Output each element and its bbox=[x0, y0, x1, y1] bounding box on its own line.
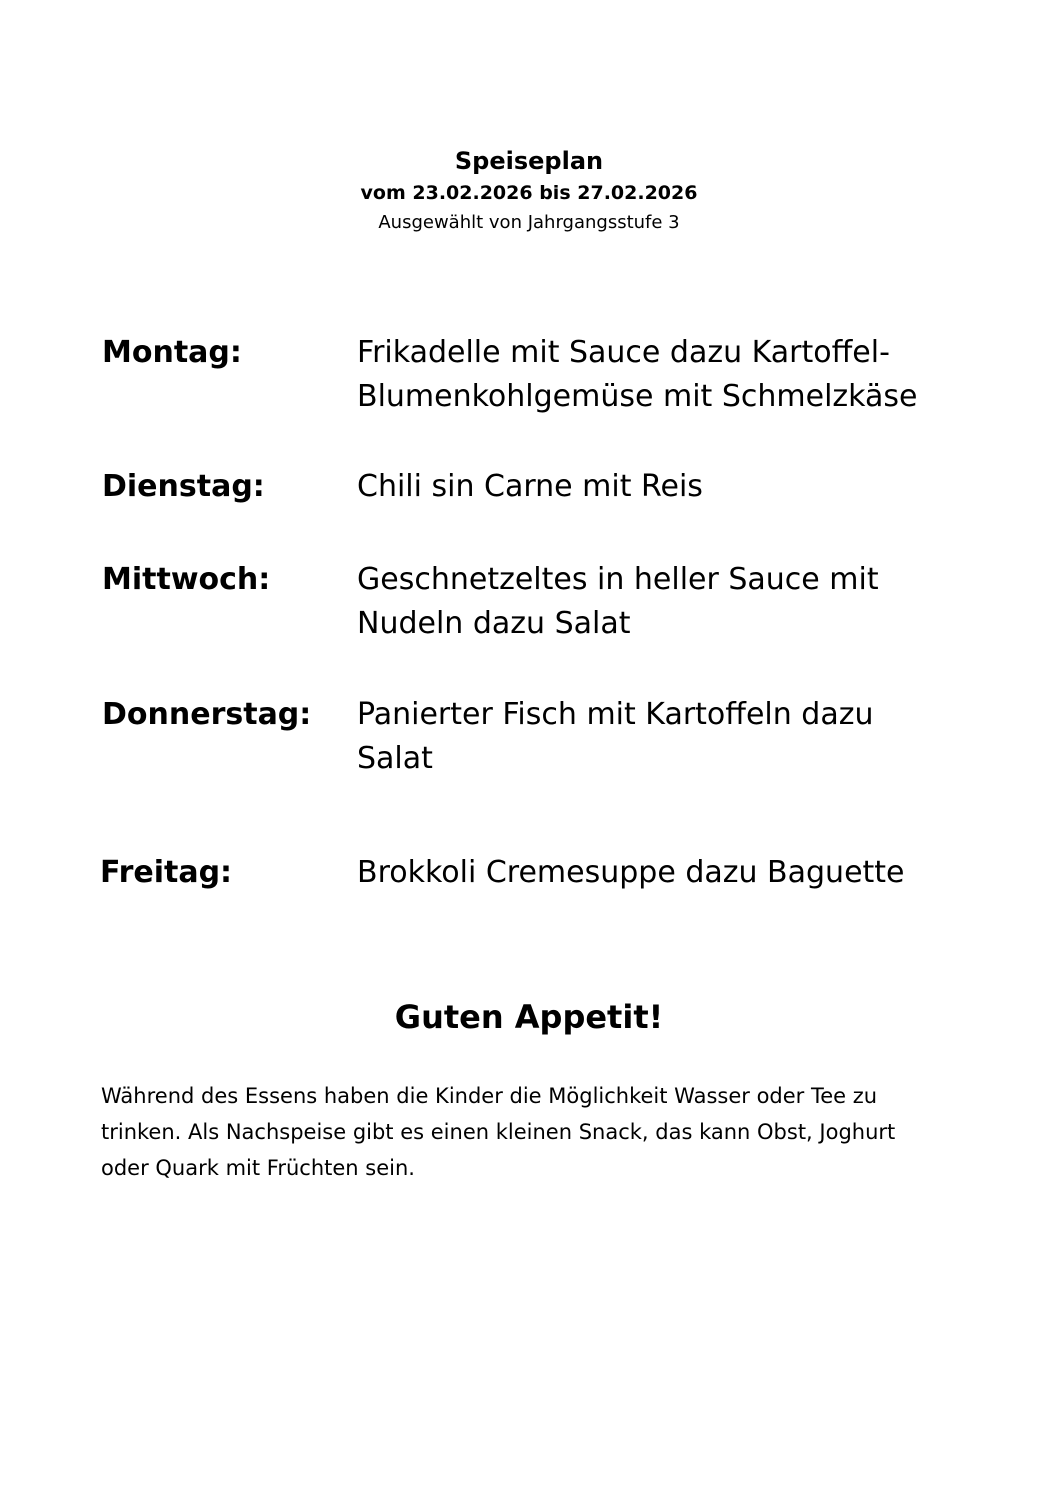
day-label-mittwoch: Mittwoch: bbox=[102, 562, 271, 597]
selected-by-note: Ausgewählt von Jahrgangsstufe 3 bbox=[378, 212, 680, 233]
page-title: Speiseplan bbox=[454, 147, 604, 175]
meal-mittwoch: Geschnetzeltes in heller Sauce mit Nudeln dazu Salat bbox=[357, 562, 879, 641]
menu-header bbox=[0, 144, 1058, 238]
meal-donnerstag: Panierter Fisch mit Kartoffeln dazu Salat bbox=[357, 697, 874, 776]
day-label-freitag: Freitag: bbox=[100, 855, 233, 890]
day-label-montag: Montag: bbox=[102, 335, 242, 370]
day-label-donnerstag: Donnerstag: bbox=[102, 697, 312, 732]
closing-greeting: Guten Appetit! bbox=[394, 998, 664, 1036]
meal-montag: Frikadelle mit Sauce dazu Kartoffel-Blumenkohlgemüse mit Schmelzkäse bbox=[357, 335, 918, 414]
info-paragraph: Während des Essens haben die Kinder die Möglichkeit Wasser oder Tee zu trinken. Als Nachspeise gibt es einen kleinen Snack, das kann Obst, Joghurt oder Quark mit Früchten sein. bbox=[101, 1084, 896, 1180]
day-label-dienstag: Dienstag: bbox=[102, 469, 265, 504]
date-range: vom 23.02.2026 bis 27.02.2026 bbox=[360, 182, 698, 204]
meal-freitag: Brokkoli Cremesuppe dazu Baguette bbox=[357, 855, 905, 890]
meal-dienstag: Chili sin Carne mit Reis bbox=[357, 469, 703, 504]
